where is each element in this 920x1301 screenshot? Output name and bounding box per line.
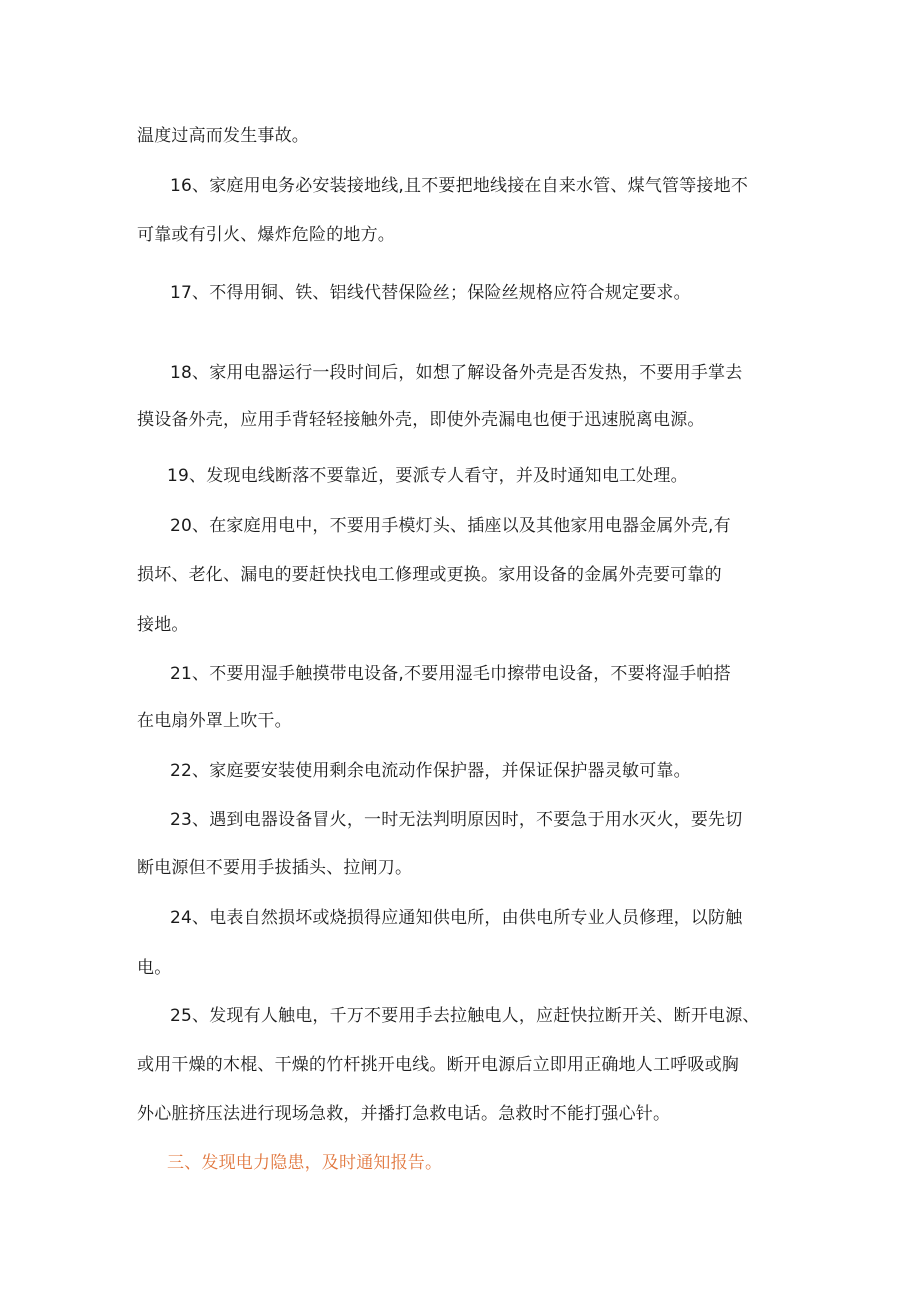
paragraph-24-line-2: 电。 (137, 958, 172, 978)
paragraph-23-line-1: 23、遇到电器设备冒火，一时无法判明原因时，不要急于用水灭火，要先切 (170, 810, 743, 830)
paragraph-21-line-2: 在电扇外罩上吹干。 (137, 711, 292, 731)
paragraph-20-line-2: 损坏、老化、漏电的要赶快找电工修理或更换。家用设备的金属外壳要可靠的 (137, 565, 722, 585)
paragraph-18-line-2: 摸设备外壳，应用手背轻轻接触外壳，即使外壳漏电也便于迅速脱离电源。 (137, 410, 705, 430)
paragraph-25-line-2: 或用干燥的木棍、干燥的竹杆挑开电线。断开电源后立即用正确地人工呼吸或胸 (137, 1055, 739, 1075)
paragraph-21-line-1: 21、不要用湿手触摸带电设备,不要用湿毛巾擦带电设备，不要将湿手帕搭 (170, 664, 731, 684)
paragraph-18-line-1: 18、家用电器运行一段时间后，如想了解设备外壳是否发热，不要用手掌去 (170, 363, 743, 383)
paragraph-20-line-1: 20、在家庭用电中，不要用手模灯头、插座以及其他家用电器金属外壳,有 (170, 516, 731, 536)
paragraph-16-line-1: 16、家庭用电务必安装接地线,且不要把地线接在自来水管、煤气管等接地不 (170, 176, 749, 196)
section-heading: 三、发现电力隐患，及时通知报告。 (167, 1153, 443, 1173)
paragraph-20-line-3: 接地。 (137, 615, 189, 635)
paragraph-23-line-2: 断电源但不要用手拔插头、拉闸刀。 (137, 858, 413, 878)
paragraph-24-line-1: 24、电表自然损坏或烧损得应通知供电所，由供电所专业人员修理，以防触 (170, 908, 743, 928)
paragraph-16-line-2: 可靠或有引火、爆炸危险的地方。 (137, 225, 395, 245)
paragraph-25-line-1: 25、发现有人触电，千万不要用手去拉触电人，应赶快拉断开关、断开电源、 (170, 1006, 760, 1026)
paragraph-19-line-1: 19、发现电线断落不要靠近，要派专人看守，并及时通知电工处理。 (167, 466, 688, 486)
paragraph-25-line-3: 外心脏挤压法进行现场急救，并播打急救电话。急救时不能打强心针。 (137, 1104, 671, 1124)
paragraph-17-line-1: 17、不得用铜、铁、铝线代替保险丝；保险丝规格应符合规定要求。 (170, 283, 691, 303)
paragraph-22-line-1: 22、家庭要安装使用剩余电流动作保护器，并保证保护器灵敏可靠。 (170, 761, 691, 781)
paragraph-15-line-1: 温度过高而发生事故。 (137, 126, 309, 146)
